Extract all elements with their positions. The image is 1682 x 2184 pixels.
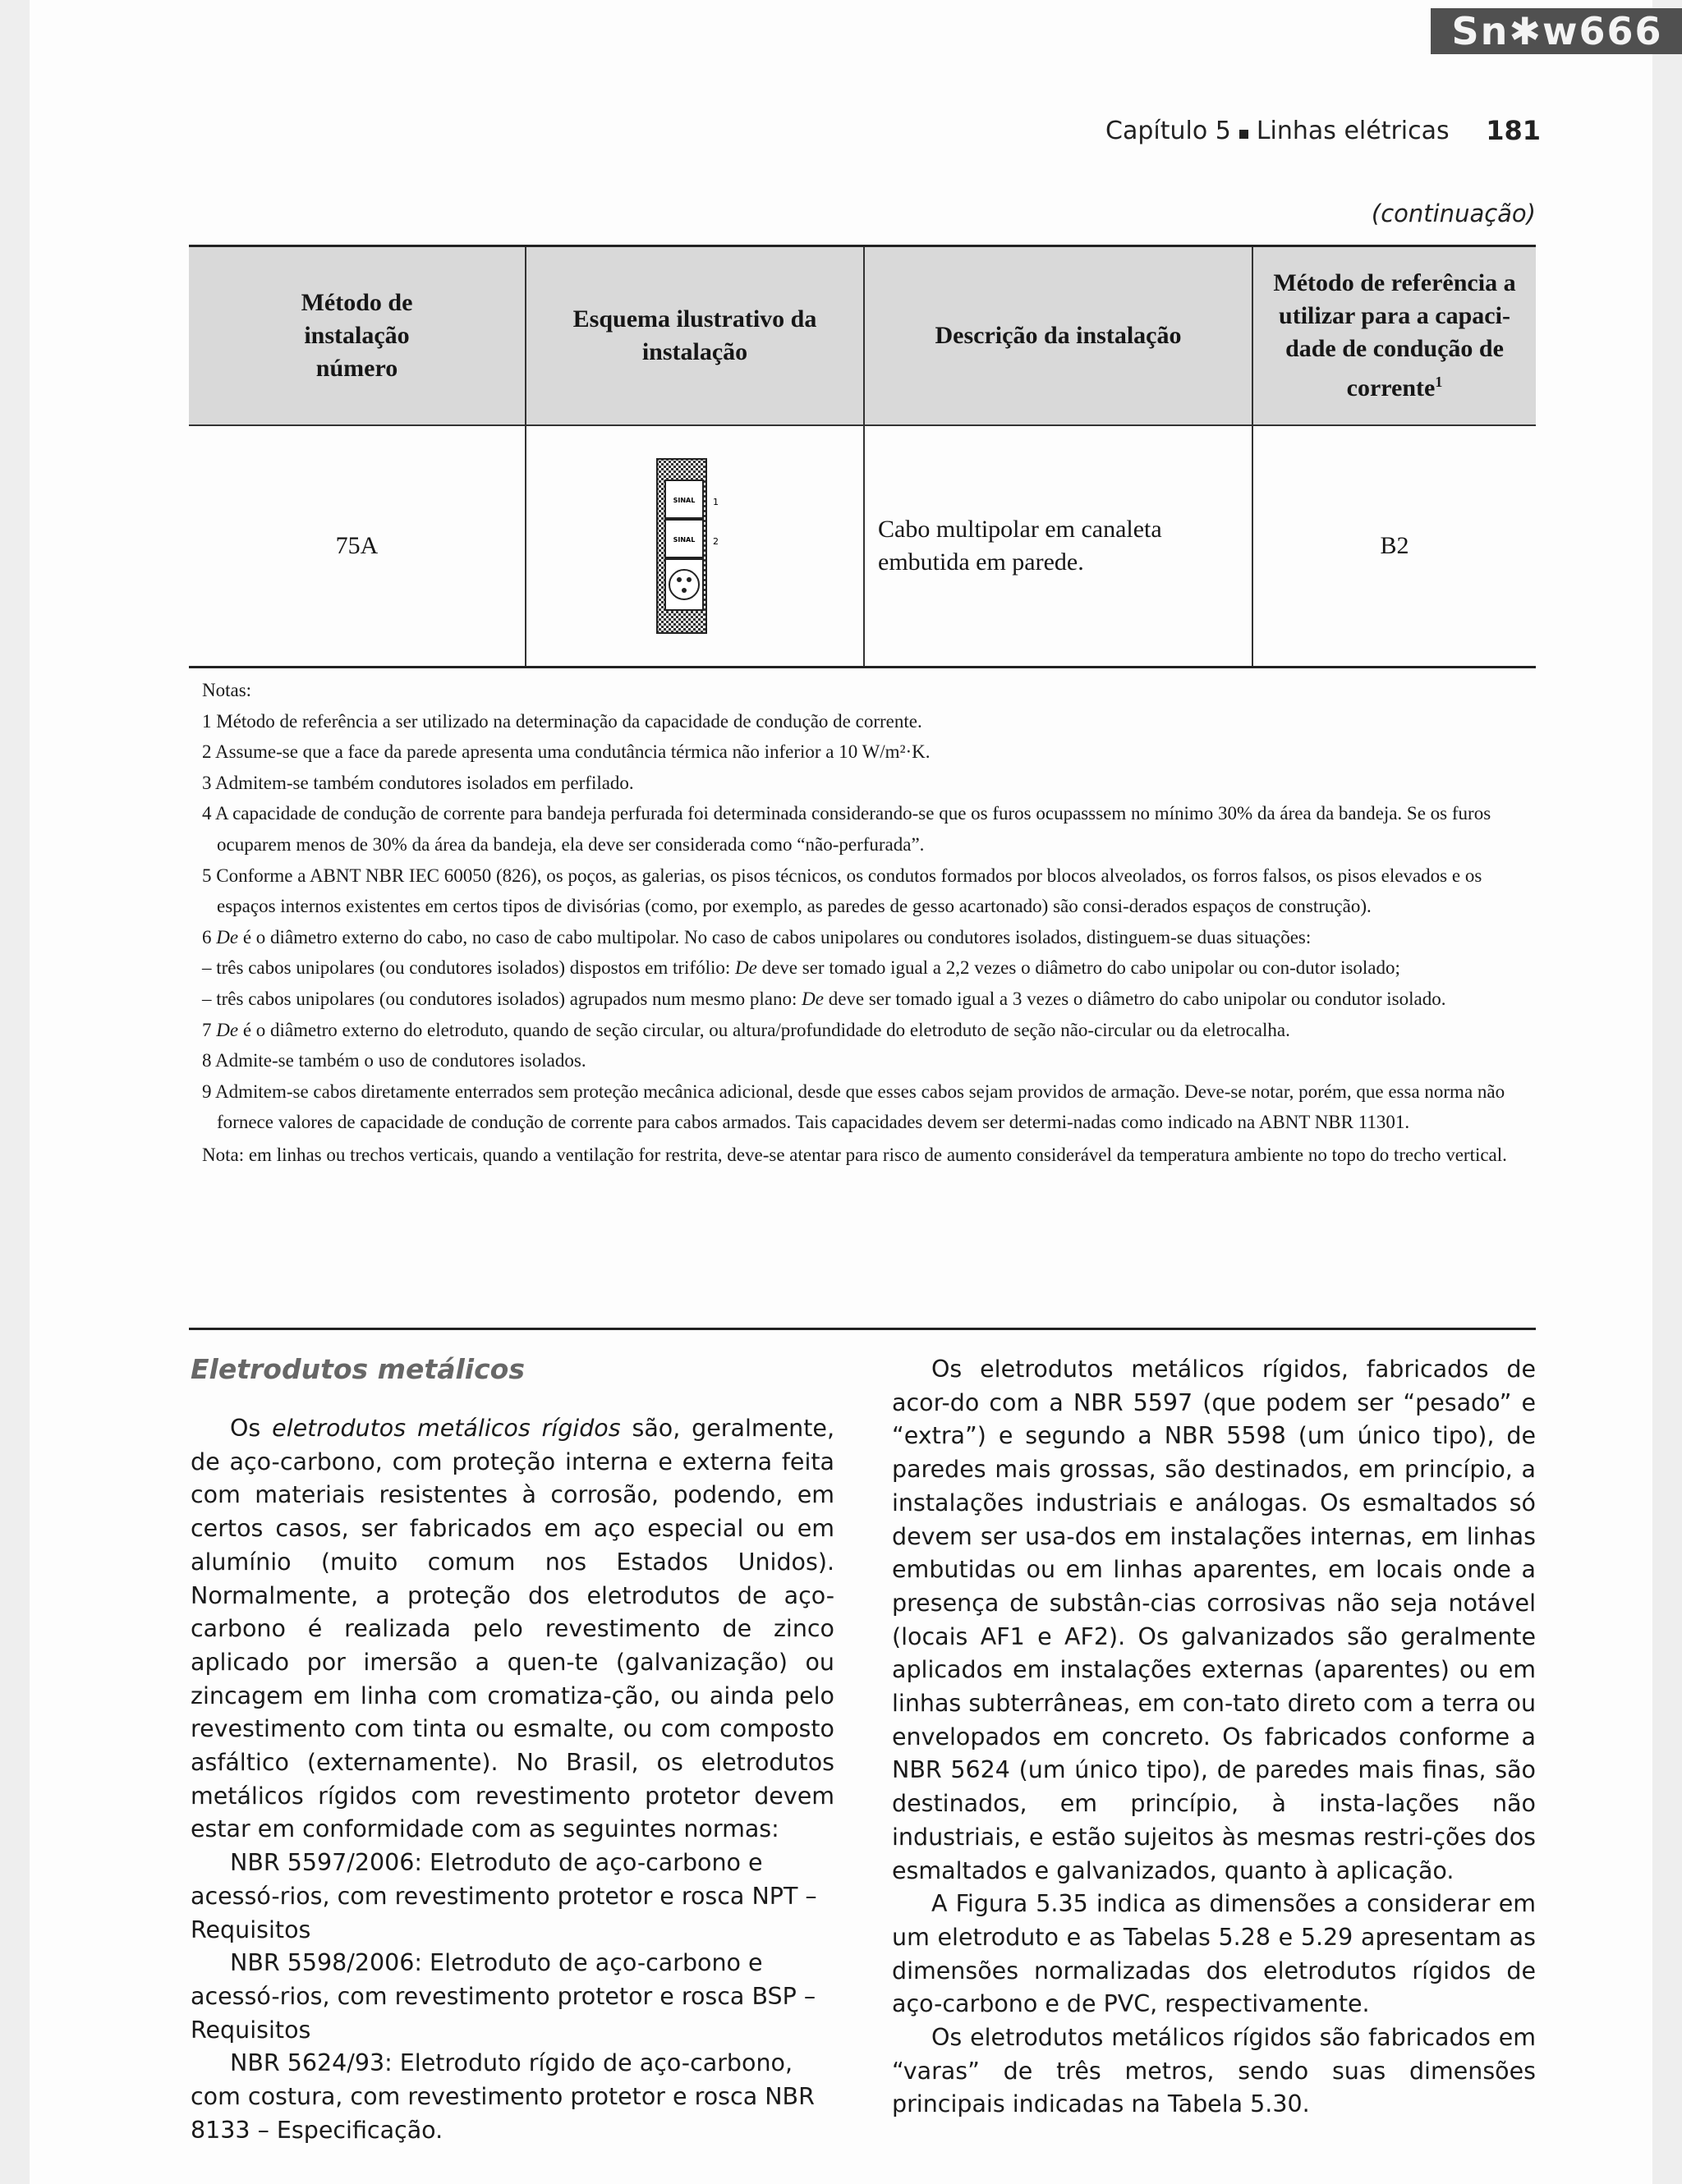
watermark-logo: Sn✱w666 bbox=[1431, 8, 1682, 54]
paragraph: Os eletrodutos metálicos rígidos, fabricados de acor-do com a NBR 5597 (que podem ser “pesado” e “extra”) e segundo a NBR 5598 (um único tipo), de paredes mais grossas, são destinados, em princípio, a instalações industriais e análogas. Os esmaltados só devem ser usa-dos em instalações internas, em linhas embutidas ou em linhas aparentes, em locais onde a presença de substân-cias corrosivas não seja notável (locais AF1 e AF2). Os galvanizados são geralmente aplicados em instalações externas (aparentes) ou em linhas subterrâneas, em con-tato direto com a terra ou envelopados em concreto. Os fabricados conforme a NBR 5624 (um único tipo), de paredes mais finas, são destinados, em princípio, à insta-lações não industriais, e estão sujeitos às mesmas restri-ções dos esmaltados e galvanizados, quanto à aplicação. bbox=[892, 1356, 1537, 1884]
note-item: 4 A capacidade de condução de corrente para bandeja perfurada foi determinada considerando-se que os furos ocupasssem no mínimo 30% da área da bandeja. Se os furos ocuparem menos de 30% da área da bandeja, ela deve ser considerada como “não-perfurada”. bbox=[202, 803, 1491, 855]
cell-reference-method: B2 bbox=[1252, 425, 1536, 668]
header-method-number: Método de instalação número bbox=[189, 246, 526, 426]
installation-table bbox=[189, 245, 1536, 668]
header-diagram: Esquema ilustrativo da instalação bbox=[526, 246, 864, 426]
diagram-label-2: SINAL bbox=[673, 536, 696, 544]
note-item: 7 De é o diâmetro externo do eletroduto, quando de seção circular, ou altura/profundidade do eletroduto de seção não-circular ou da eletrocalha. bbox=[202, 1019, 1290, 1040]
header-reference-text: Método de referência a utilizar para a capaci-dade de condução de corrente bbox=[1273, 269, 1516, 401]
note-item: 5 Conforme a ABNT NBR IEC 60050 (826), os poços, as galerias, os pisos técnicos, os condutos formados por blocos alveolados, os forros falsos, os pisos elevados e os espaços internos existentes em certos tipos de divisórias (como, por exemplo, as paredes de gesso acartonado) são consi-derados espaços de construção). bbox=[202, 865, 1482, 917]
paragraph-lead: Os bbox=[230, 1415, 273, 1442]
diagram-label-1: SINAL bbox=[673, 497, 696, 504]
cell-method-number: 75A bbox=[189, 425, 526, 668]
diagram-number-2: 2 bbox=[713, 536, 719, 547]
notes-extra: Nota: em linhas ou trechos verticais, quando a ventilação for restrita, deve-se atentar para risco de aumento considerável da temperatura ambiente no topo do trecho vertical. bbox=[202, 1144, 1507, 1165]
table-header-row bbox=[189, 246, 1536, 426]
note-item: 9 Admitem-se cabos diretamente enterrados sem proteção mecânica adicional, desde que esses cabos sejam providos de armação. Deve-se notar, porém, que essa norma não fornece valores de capacidade de condução de corrente para cabos armados. Tais capacidades devem ser determi-nadas como indicado na ABNT NBR 11301. bbox=[202, 1081, 1505, 1133]
header-description: Descrição da instalação bbox=[864, 246, 1252, 426]
note-item: 1 Método de referência a ser utilizado na determinação da capacidade de condução de corrente. bbox=[202, 710, 922, 732]
note-item: 3 Admitem-se também condutores isolados em perfilado. bbox=[202, 772, 634, 793]
note-item: 6 De é o diâmetro externo do cabo, no caso de cabo multipolar. No caso de cabos unipolares ou condutores isolados, distinguem-se duas situações: bbox=[202, 926, 1312, 947]
page-number: 181 bbox=[1486, 115, 1541, 146]
diagram-number-1: 1 bbox=[713, 497, 719, 507]
note-item: – três cabos unipolares (ou condutores isolados) agrupados num mesmo plano: De deve ser tomado igual a 3 vezes o diâmetro do cabo unipolar ou condutor isolado. bbox=[202, 988, 1446, 1009]
section-title: Eletrodutos metálicos bbox=[191, 1353, 525, 1385]
paragraph bbox=[191, 1412, 834, 1847]
square-bullet-icon bbox=[1239, 130, 1248, 139]
section-divider bbox=[189, 1328, 1536, 1330]
table-notes bbox=[202, 675, 1529, 1169]
paragraph: A Figura 5.35 indica as dimensões a considerar em um eletroduto e as Tabelas 5.28 e 5.29 apresentam as dimensões normalizadas dos eletrodutos rígidos de aço-carbono e de PVC, respectivamente. bbox=[892, 1890, 1536, 2018]
paragraph: NBR 5598/2006: Eletroduto de aço-carbono e acessó-rios, com revestimento protetor e rosca BSP – Requisitos bbox=[191, 1949, 816, 2044]
note-item: 2 Assume-se que a face da parede apresenta uma condutância térmica não inferior a 10 W/m²·K. bbox=[202, 741, 931, 763]
italic-term: eletrodutos metálicos rígidos bbox=[272, 1415, 621, 1442]
left-column bbox=[191, 1412, 834, 2147]
cell-description: Cabo multipolar em canaleta embutida em parede. bbox=[864, 425, 1252, 668]
canaleta-diagram bbox=[654, 456, 736, 636]
cell-diagram bbox=[526, 425, 864, 668]
right-column bbox=[892, 1353, 1536, 2122]
continuation-label: (continuação) bbox=[1371, 200, 1536, 227]
note-item: – três cabos unipolares (ou condutores isolados) dispostos em trifólio: De deve ser tomado igual a 2,2 vezes o diâmetro do cabo unipolar ou con-dutor isolado; bbox=[202, 957, 1400, 979]
note-item: 8 Admite-se também o uso de condutores isolados. bbox=[202, 1050, 586, 1071]
paragraph-text: são, geralmente, de aço-carbono, com proteção interna e externa feita com materiais resistentes à corrosão, podendo, em certos casos, ser fabricados em aço especial ou em alumínio (muito comum nos Estados Unidos). Normalmente, a proteção dos eletrodutos de aço-carbono é realizada pelo revestimento de zinco aplicado por imersão a quen-te (galvanização) ou zincagem em linha com cromatiza-ção, ou ainda pelo revestimento com tinta ou esmalte, ou com composto asfáltico (externamente). No Brasil, os eletrodutos metálicos rígidos com revestimento protetor devem estar em conformidade com as seguintes normas: bbox=[191, 1415, 835, 1843]
section-label: Linhas elétricas bbox=[1256, 117, 1450, 145]
header-reference-sup: 1 bbox=[1435, 374, 1443, 390]
chapter-label: Capítulo 5 bbox=[1105, 117, 1231, 145]
running-head bbox=[1105, 117, 1541, 145]
header-reference-method bbox=[1252, 246, 1536, 426]
cable-circle bbox=[669, 570, 699, 599]
notes-title: Notas: bbox=[202, 680, 252, 700]
paragraph: Os eletrodutos metálicos rígidos são fabricados em “varas” de três metros, sendo suas dimensões principais indicadas na Tabela 5.30. bbox=[892, 2024, 1536, 2118]
paragraph: NBR 5624/93: Eletroduto rígido de aço-carbono, com costura, com revestimento protetor e rosca NBR 8133 – Especificação. bbox=[191, 2049, 815, 2144]
table-row bbox=[189, 425, 1536, 668]
paragraph: NBR 5597/2006: Eletroduto de aço-carbono e acessó-rios, com revestimento protetor e rosca NPT – Requisitos bbox=[191, 1849, 817, 1943]
